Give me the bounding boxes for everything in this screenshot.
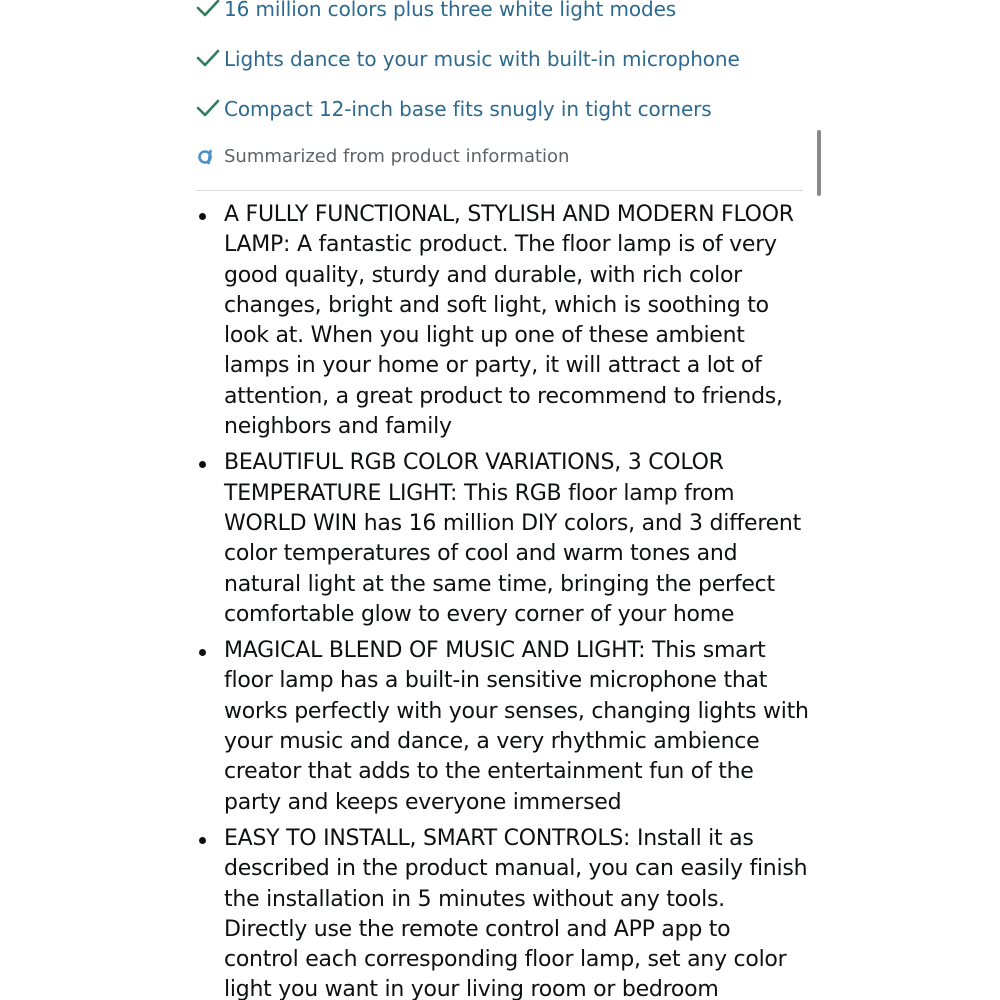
checkmark-icon bbox=[196, 48, 220, 73]
feature-bullet-text: EASY TO INSTALL, SMART CONTROLS: Install it as described in the product manual, you can easily finish the installation in 5 minutes without any tools. Directly use the remote control and APP app to control each corresponding floor lamp, set any color light you want in your living room or bedroom bbox=[224, 825, 808, 1000]
highlight-item bbox=[196, 97, 712, 123]
checkmark-icon bbox=[196, 98, 220, 123]
checkmark-icon bbox=[196, 0, 220, 23]
feature-bullet bbox=[196, 824, 811, 1000]
feature-bullet bbox=[196, 636, 811, 818]
summary-source-note bbox=[196, 146, 569, 170]
feature-bullet bbox=[196, 200, 811, 442]
feature-bullet-text: BEAUTIFUL RGB COLOR VARIATIONS, 3 COLOR TEMPERATURE LIGHT: This RGB floor lamp from WORLD WIN has 16 million DIY colors, and 3 different color temperatures of cool and warm tones and natural light at the same time, bringing the perfect comfortable glow to every corner of your home bbox=[224, 450, 802, 627]
bullet-dot-icon bbox=[199, 837, 206, 844]
bullet-dot-icon bbox=[199, 213, 206, 220]
ai-summary-icon bbox=[196, 147, 218, 170]
section-divider bbox=[196, 190, 803, 191]
bullet-dot-icon bbox=[199, 649, 206, 656]
highlight-item bbox=[196, 47, 740, 73]
feature-bullet-text: MAGICAL BLEND OF MUSIC AND LIGHT: This smart floor lamp has a built-in sensitive microphone that works perfectly with your senses, changing lights with your music and dance, a very rhythmic ambience creator that adds to the entertainment fun of the party and keeps everyone immersed bbox=[224, 638, 809, 815]
highlight-item bbox=[196, 0, 676, 23]
scrollbar-thumb[interactable] bbox=[817, 130, 821, 196]
feature-bullet-text: A FULLY FUNCTIONAL, STYLISH AND MODERN FLOOR LAMP: A fantastic product. The floor lamp is of very good quality, sturdy and durable, with rich color changes, bright and soft light, which is soothing to look at. When you light up one of these ambient lamps in your home or party, it will attract a lot of attention, a great product to recommend to friends, neighbors and family bbox=[224, 202, 794, 440]
highlight-text: 16 million colors plus three white light modes bbox=[224, 0, 677, 21]
bullet-dot-icon bbox=[199, 461, 206, 468]
summary-note-text: Summarized from product information bbox=[224, 146, 570, 167]
feature-bullet bbox=[196, 448, 811, 630]
highlight-text: Lights dance to your music with built-in microphone bbox=[224, 47, 740, 71]
feature-bullet-list bbox=[196, 200, 811, 1000]
highlight-text: Compact 12-inch base fits snugly in tight corners bbox=[224, 97, 712, 121]
